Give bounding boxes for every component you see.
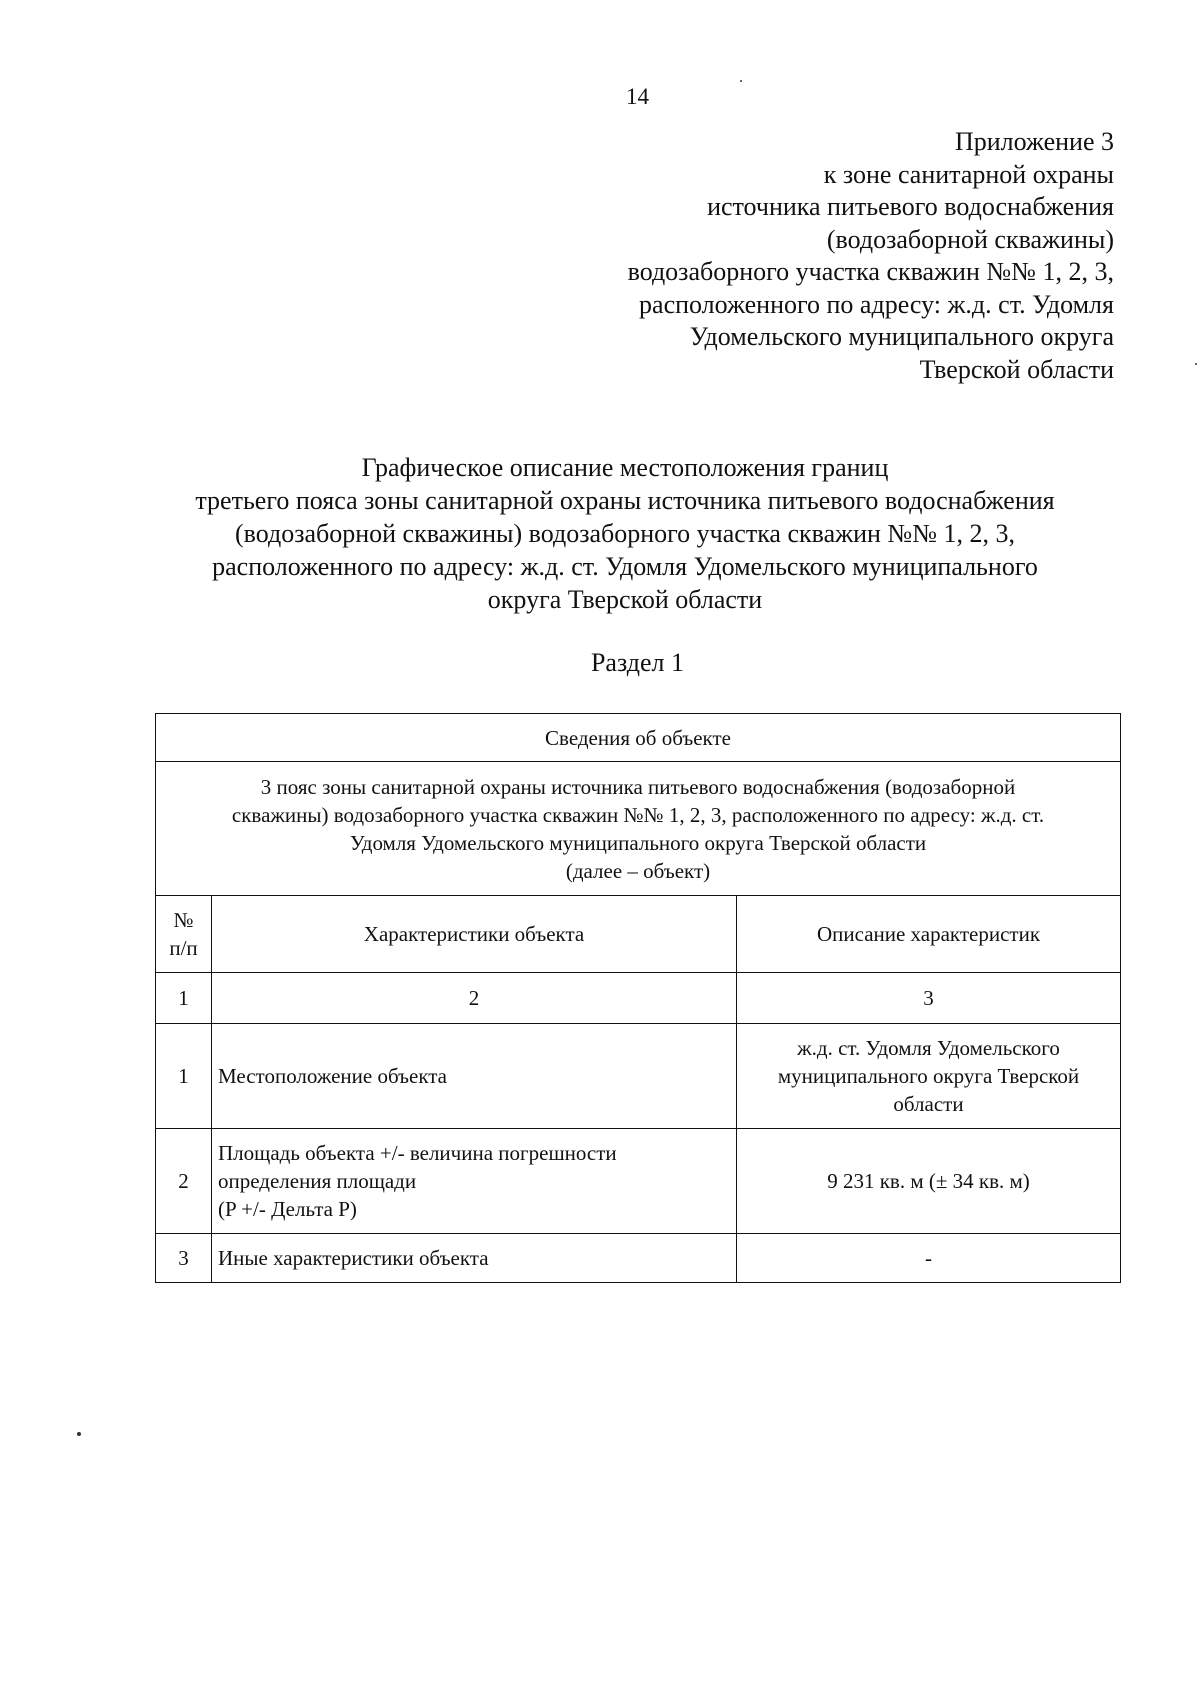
object-info-table — [155, 713, 1121, 1283]
scan-speck — [1195, 363, 1197, 365]
document-heading — [120, 451, 1130, 616]
scan-speck — [740, 80, 742, 82]
header-characteristics: Характеристики объекта — [212, 896, 737, 973]
appendix-line: водозаборного участка скважин №№ 1, 2, 3, — [627, 257, 1114, 286]
page-number: 14 — [626, 84, 649, 109]
header-number — [156, 896, 212, 973]
table-row — [156, 1234, 1121, 1283]
heading-line: Графическое описание местоположения границ — [361, 453, 889, 482]
row-characteristic — [212, 1024, 737, 1129]
appendix-line: к зоне санитарной охраны — [823, 159, 1114, 189]
table-title: Сведения об объекте — [156, 714, 1121, 762]
row-characteristic — [212, 1234, 737, 1283]
appendix-line: источника питьевого водоснабжения — [707, 192, 1114, 221]
characteristic-line: определения площади — [218, 1169, 417, 1193]
description-line: муниципального округа Тверской — [777, 1064, 1080, 1088]
characteristic-line: Иные характеристики объекта — [218, 1246, 489, 1270]
row-characteristic — [212, 1129, 737, 1234]
characteristic-line: Местоположение объекта — [218, 1064, 448, 1088]
characteristic-line: (P +/- Дельта P) — [218, 1197, 357, 1221]
header-number-line: № — [173, 908, 194, 932]
appendix-line: расположенного по адресу: ж.д. ст. Удомля — [639, 289, 1114, 319]
table-row — [156, 1129, 1121, 1234]
characteristic-line: Площадь объекта +/- величина погрешности — [218, 1141, 617, 1165]
heading-line: расположенного по адресу: ж.д. ст. Удомля Удомельского муниципального — [212, 552, 1038, 581]
appendix-line: (водозаборной скважины) — [826, 224, 1114, 254]
appendix-line: Удомельского муниципального округа — [689, 322, 1114, 351]
scan-speck — [77, 1432, 81, 1436]
column-header-row — [156, 896, 1121, 973]
header-description: Описание характеристик — [737, 896, 1121, 973]
description-line: - — [925, 1246, 932, 1270]
heading-line: (водозаборной скважины) водозаборного участка скважин №№ 1, 2, 3, — [234, 519, 1016, 548]
appendix-line: Тверской области — [919, 354, 1114, 384]
heading-line: округа Тверской области — [487, 585, 763, 614]
section-title: Раздел 1 — [590, 648, 685, 677]
column-number: 3 — [737, 973, 1121, 1024]
appendix-header — [414, 126, 1114, 386]
object-description-row — [156, 762, 1121, 896]
row-number: 2 — [156, 1129, 212, 1234]
object-line: 3 пояс зоны санитарной охраны источника питьевого водоснабжения (водозаборной — [260, 774, 1016, 799]
description-line: 9 231 кв. м (± 34 кв. м) — [827, 1169, 1030, 1193]
row-number: 1 — [156, 1024, 212, 1129]
object-line: скважины) водозаборного участка скважин №№ 1, 2, 3, расположенного по адресу: ж.д. ст. — [231, 802, 1045, 827]
row-description — [737, 1129, 1121, 1234]
description-line: области — [893, 1092, 964, 1116]
row-number: 3 — [156, 1234, 212, 1283]
header-number-line: п/п — [169, 936, 198, 960]
object-line: Удомля Удомельского муниципального округа Тверской области — [349, 830, 927, 855]
description-line: ж.д. ст. Удомля Удомельского — [797, 1036, 1060, 1060]
table-row — [156, 1024, 1121, 1129]
column-number: 1 — [156, 973, 212, 1024]
column-number-row — [156, 973, 1121, 1024]
object-line: (далее – объект) — [565, 858, 711, 883]
column-number: 2 — [212, 973, 737, 1024]
object-description — [156, 762, 1121, 896]
heading-line: третьего пояса зоны санитарной охраны источника питьевого водоснабжения — [195, 486, 1055, 515]
table-title-row — [156, 714, 1121, 762]
row-description — [737, 1234, 1121, 1283]
appendix-line: Приложение 3 — [954, 127, 1114, 156]
row-description — [737, 1024, 1121, 1129]
